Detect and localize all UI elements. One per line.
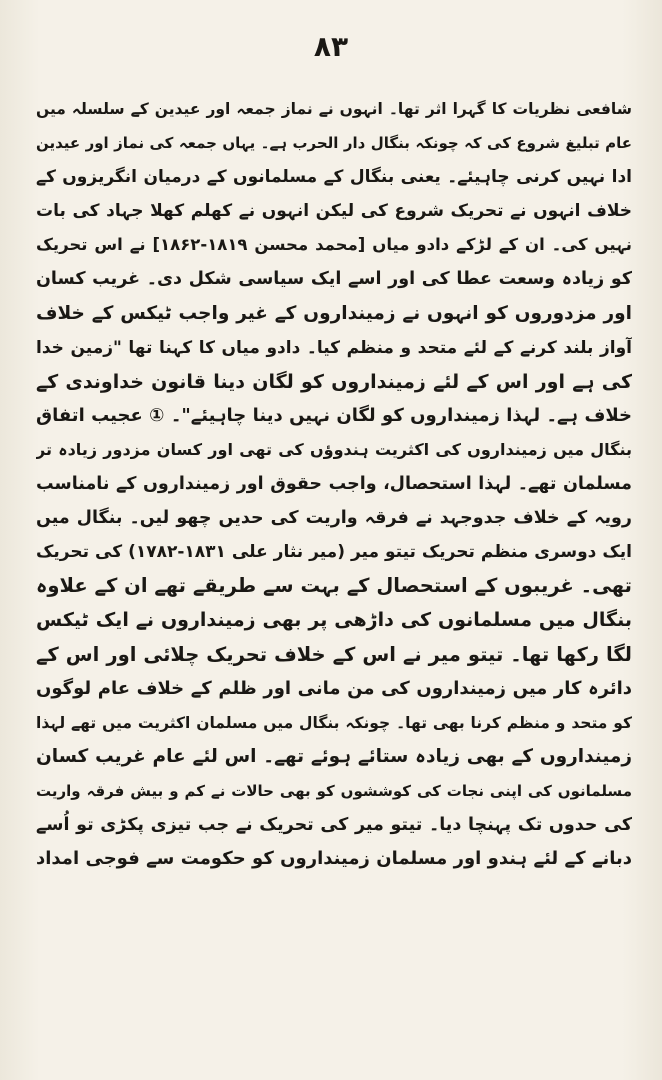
text-line: عام تبلیغ شروع کی کہ چونکہ بنگال دار الحرب ہے۔ یہاں جمعہ کی نماز اور عیدین — [36, 134, 632, 153]
text-line: اور مزدوروں کو انہوں نے زمینداروں کے غیر واجب ٹیکس کے خلاف — [36, 302, 632, 324]
text-line: خلاف ہے۔ لہذا زمینداروں کو لگان نہیں دینا چاہیئے"۔ ① عجیب اتفاق — [36, 404, 632, 426]
text-line: شافعی نظریات کا گہرا اثر تھا۔ انہوں نے نماز جمعہ اور عیدین کے سلسلہ میں — [36, 100, 632, 118]
text-line: مسلمان تھے۔ لہذا استحصال، واجب حقوق اور زمینداروں کے نامناسب — [36, 474, 632, 495]
text-line: زمینداروں کے بھی زیادہ ستائے ہوئے تھے۔ اس لئے عام غریب کسان — [36, 745, 632, 767]
text-line: بنگال میں مسلمانوں کی داڑھی پر بھی زمینداروں نے ایک ٹیکس — [36, 609, 632, 632]
text-line: دبانے کے لئے ہندو اور مسلمان زمینداروں کو حکومت سے فوجی امداد — [36, 848, 632, 870]
text-line: بنگال میں زمینداروں کی اکثریت ہندوؤں کی تھی اور کسان مزدور زیادہ تر — [36, 439, 632, 459]
text-line: ادا نہیں کرنی چاہیئے۔ یعنی بنگال کے مسلمانوں کے درمیان انگریزوں کے — [36, 167, 632, 188]
page-number: ۸۳ — [313, 30, 349, 63]
text-line: کی ہے اور اس کے لئے زمینداروں کو لگان دینا قانون خداوندی کے — [36, 370, 632, 393]
text-line: مسلمانوں کی اپنی نجات کی کوششوں کو بھی حالات نے کم و بیش فرقہ واریت — [36, 781, 632, 800]
text-line: رویہ کے خلاف جدوجہد نے فرقہ واریت کی حدیں چھو لیں۔ بنگال میں — [36, 508, 632, 529]
text-line: آواز بلند کرنے کے لئے متحد و منظم کیا۔ دادو میاں کا کہنا تھا "زمین خدا — [36, 337, 632, 358]
text-line: کی حدوں تک پہنچا دیا۔ تیتو میر کی تحریک نے جب تیزی پکڑی تو اُسے — [36, 814, 632, 835]
text-line: کو متحد و منظم کرنا بھی تھا۔ چونکہ بنگال میں مسلمان اکثریت میں تھے لہذا — [36, 713, 632, 732]
text-line: دائرہ کار میں زمینداروں کی من مانی اور ظلم کے خلاف عام لوگوں — [36, 677, 632, 699]
text-line: ایک دوسری منظم تحریک تیتو میر (میر نثار علی ۱۸۳۱-۱۷۸۲) کی تحریک — [36, 542, 632, 563]
text-line: تھی۔ غریبوں کے استحصال کے بہت سے طریقے تھے ان کے علاوہ — [36, 574, 632, 598]
text-line: لگا رکھا تھا۔ تیتو میر نے اس کے خلاف تحریک چلائی اور اس کے — [36, 642, 632, 666]
text-line: نہیں کی۔ ان کے لڑکے دادو میاں [محمد محسن ۱۸۱۹-۱۸۶۲] نے اس تحریک — [36, 235, 632, 255]
text-line: خلاف انہوں نے تحریک شروع کی لیکن انہوں نے کھلم کھلا جہاد کی بات — [36, 201, 632, 222]
text-line: کو زیادہ وسعت عطا کی اور اسے ایک سیاسی شکل دی۔ غریب کسان — [36, 269, 632, 290]
page-text — [36, 92, 632, 876]
